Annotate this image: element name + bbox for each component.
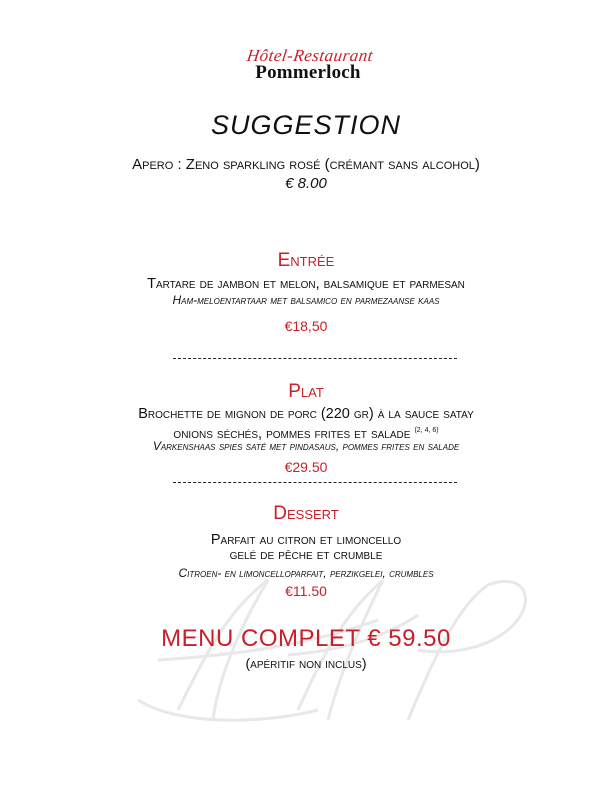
logo-script: Hôtel-Restaurant <box>245 46 375 65</box>
logo-name: Pommerloch <box>255 62 361 83</box>
dessert-heading: Dessert <box>273 503 339 524</box>
dessert-dish-nl: Citroen- en limoncelloparfait, perzikgelei, crumbles <box>178 566 434 580</box>
hotel-logo <box>228 46 388 88</box>
entree-heading: Entrée <box>277 250 335 271</box>
entree-dish-nl: Ham-meloentartaar met balsamico en parmezaanse kaas <box>172 293 440 307</box>
dessert-dish-fr-2: gelé de pêche et crumble <box>229 547 383 563</box>
separator-2 <box>173 482 457 483</box>
apero-text: Apero : Zeno sparkling rosé (crémant sans alcohol) <box>132 156 480 173</box>
plat-dish-fr-1: Brochette de mignon de porc (220 gr) à la sauce satay <box>138 406 474 422</box>
page-title: SUGGESTION <box>210 110 402 140</box>
entree-dish-fr: Tartare de jambon et melon, balsamique et parmesan <box>147 276 465 292</box>
plat-heading: Plat <box>288 381 324 402</box>
apero-price: € 8.00 <box>285 175 327 192</box>
dessert-dish-fr-1: Parfait au citron et limoncello <box>210 532 402 548</box>
menu-note: (apéritif non inclus) <box>245 655 367 671</box>
entree-price: €18,50 <box>284 318 328 334</box>
menu-complet-price: MENU COMPLET € 59.50 <box>161 625 451 652</box>
separator-1 <box>173 358 457 359</box>
dessert-price: €11.50 <box>285 583 327 599</box>
allergens: (2, 4, 6) <box>414 427 439 434</box>
plat-dish-fr-2-text: onions séchés, pommes frites et salade <box>173 425 411 442</box>
plat-dish-nl: Varkenshaas spies saté met pindasaus, pommes frites en salade <box>152 439 460 453</box>
plat-price: €29.50 <box>284 459 328 475</box>
